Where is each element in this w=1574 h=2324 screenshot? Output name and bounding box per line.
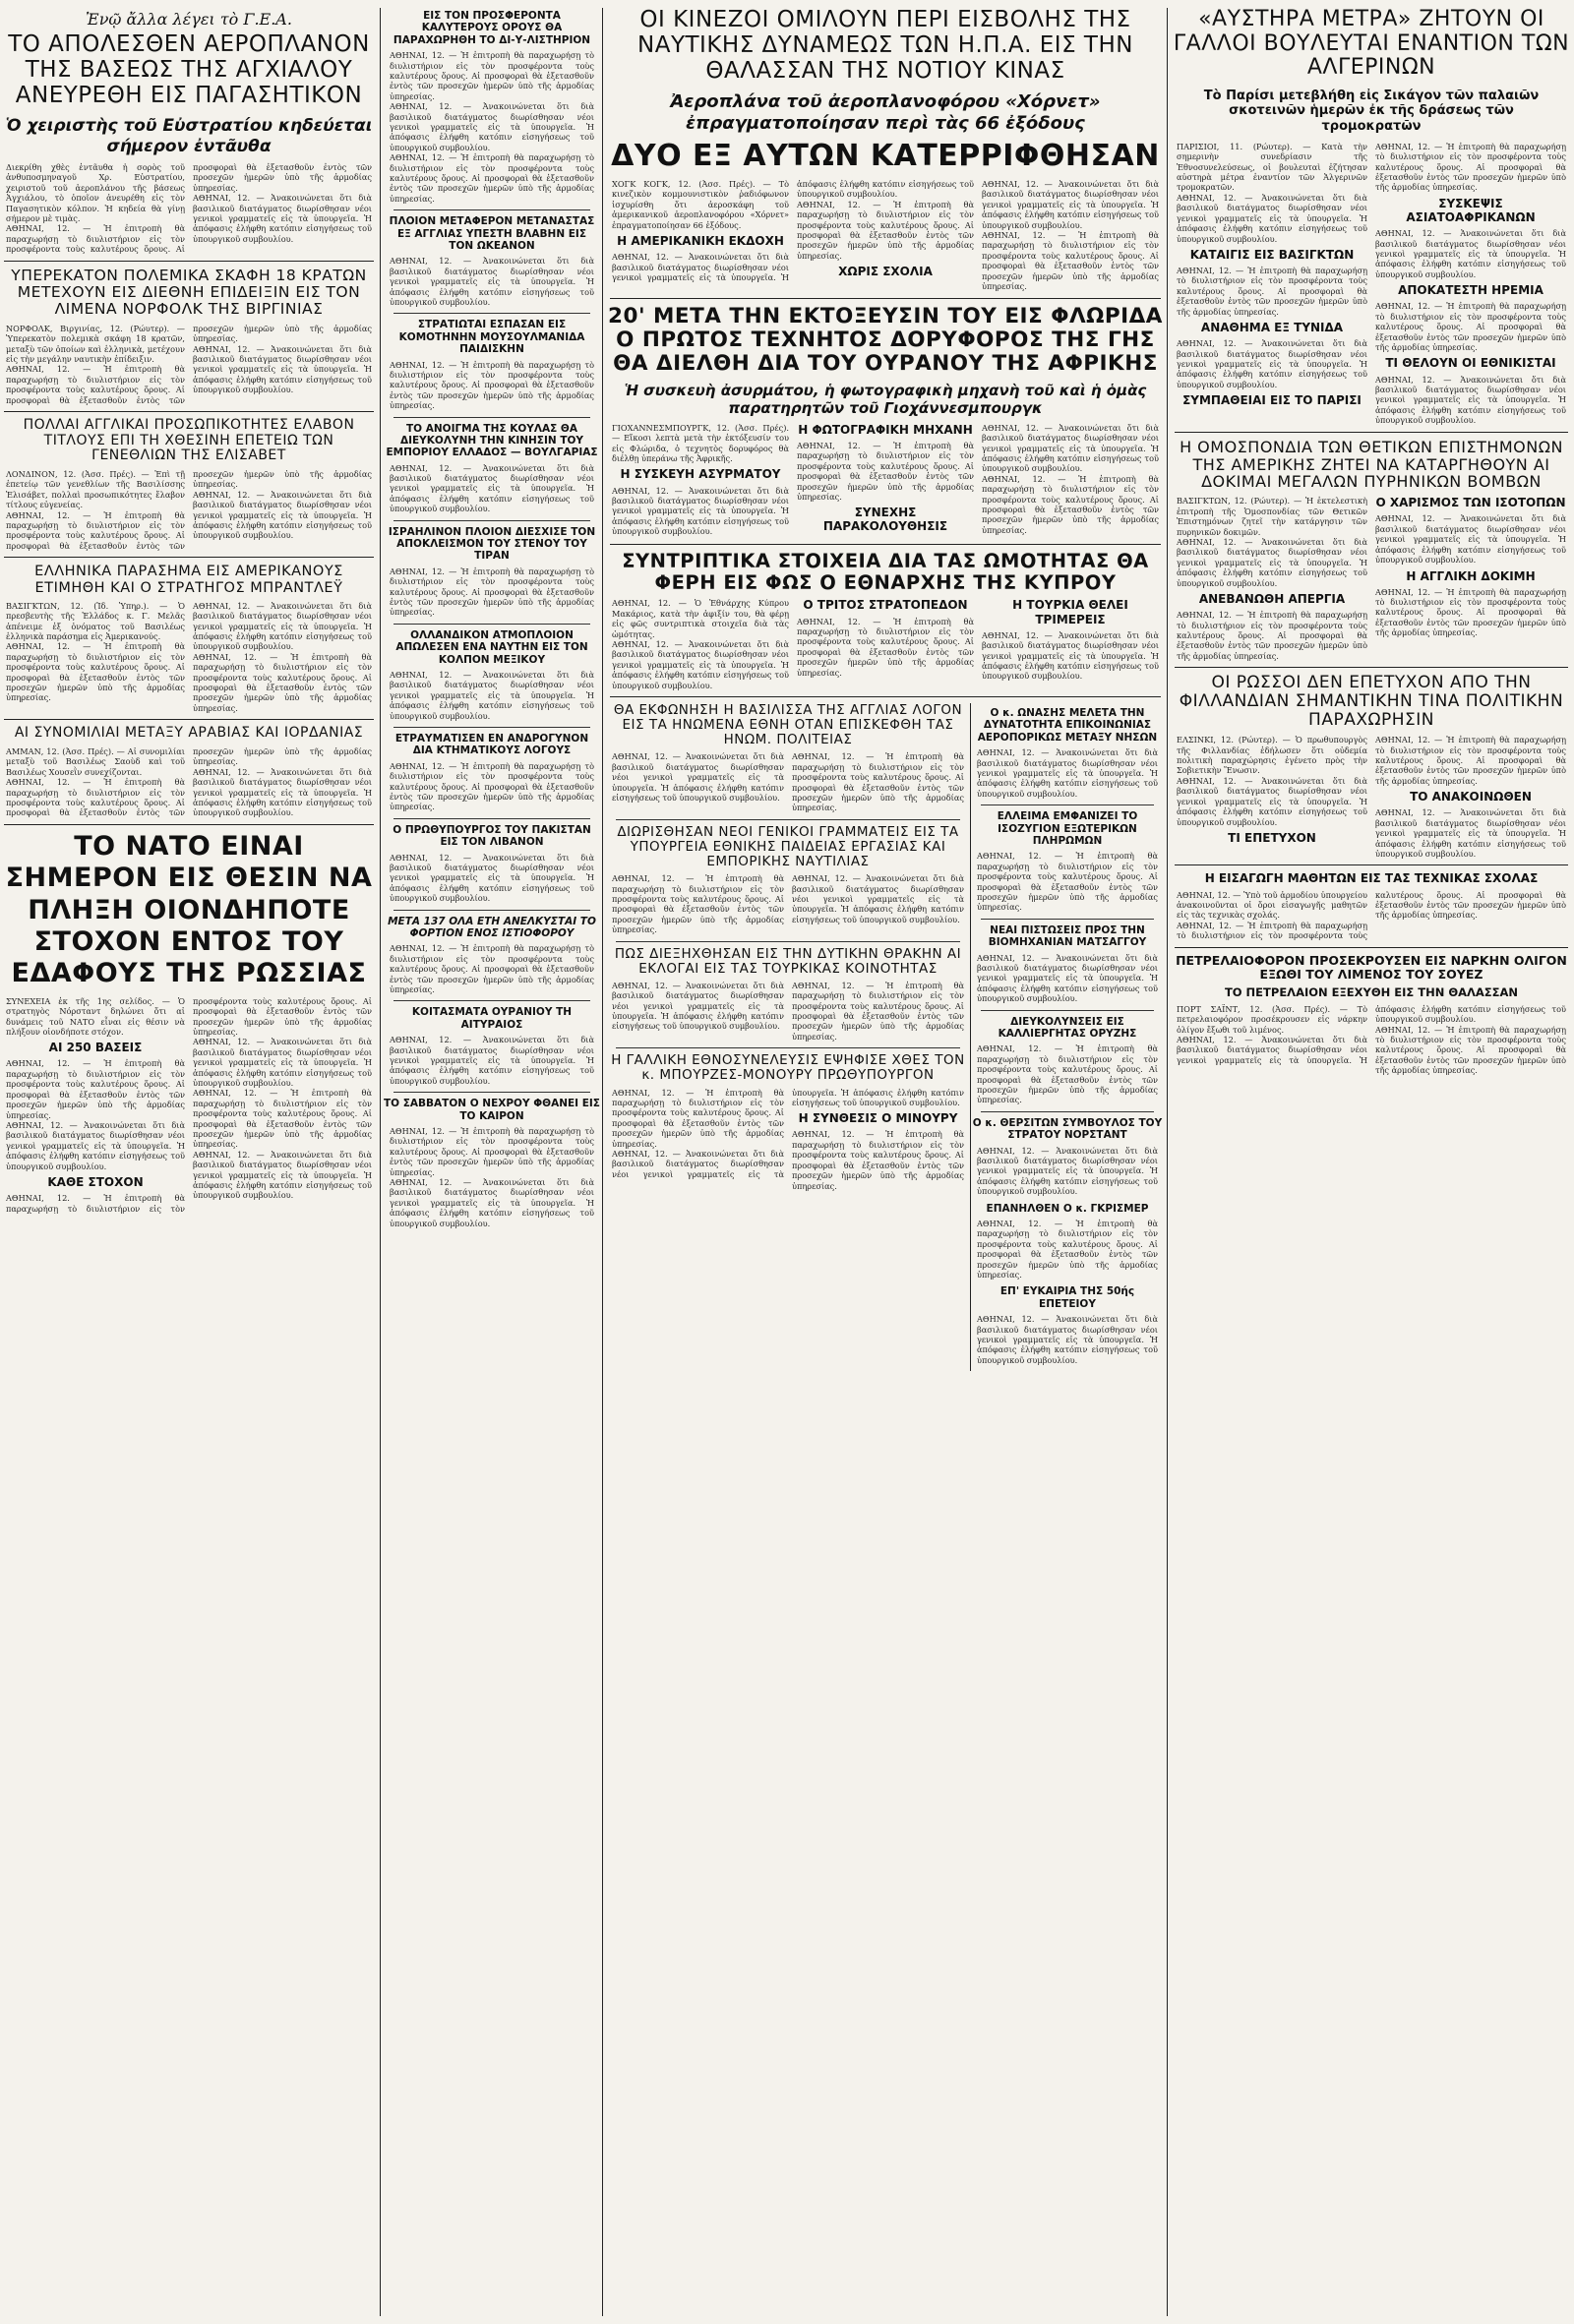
body-arabia: ΑΜΜΑΝ, 12. (Ἀσσ. Πρές). — Αἱ συνομιλίαι μεταξὺ τοῦ Βασιλέως Σαοὺδ καὶ τοῦ Βασιλέως Χουσεῒν συνεχίζονται. [6, 745, 185, 777]
divider [4, 719, 374, 720]
filler-text: ΑΘΗΝΑΙ, 12. — Ἡ ἐπιτροπὴ θὰ παραχωρήσῃ τὸ διυλιστήριον εἰς τὸν προσφέροντα τοὺς καλυτέρους ὅρους. Αἱ προσφοραὶ θὰ ἐξετασθοῦν ἐντὸς τῶν προσεχῶν ἡμερῶν ὑπὸ τῆς ἁρμοδίας ὑπηρεσίας. [612, 1087, 784, 1149]
filler-text: ΑΘΗΝΑΙ, 12. — Ἀνακοινώνεται ὅτι διὰ βασιλικοῦ διατάγματος διωρίσθησαν νέοι γενικοὶ γραμματεῖς εἰς τὰ ὑπουργεῖα. Ἡ ἀπόφασις ἐλήφθη κατόπιν εἰσηγήσεως τοῦ ὑπουργικοῦ συμβουλίου. [612, 1087, 964, 1179]
filler-text: ΑΘΗΝΑΙ, 12. — Ἀνακοινώνεται ὅτι διὰ βασιλικοῦ διατάγματος διωρίσθησαν νέοι γενικοὶ γραμματεῖς εἰς τὰ ὑπουργεῖα. Ἡ ἀπόφασις ἐλήφθη κατόπιν εἰσηγήσεως τοῦ ὑπουργικοῦ συμβουλίου. [612, 485, 789, 537]
headline-finland: ΟΙ ΡΩΣΣΟΙ ΔΕΝ ΕΠΕΤΥΧΟΝ ΑΠΟ ΤΗΝ ΦΙΛΛΑΝΔΙΑΝ ΣΗΜΑΝΤΙΚΗΝ ΤΙΝΑ ΠΟΛΙΤΙΚΗΝ ΠΑΡΑΧΩΡΗΣΙΝ [1179, 673, 1564, 731]
filler-text: ΑΘΗΝΑΙ, 12. — Ἀνακοινώνεται ὅτι διὰ βασιλικοῦ διατάγματος διωρίσθησαν νέοι γενικοὶ γραμματεῖς εἰς τὰ ὑπουργεῖα. Ἡ ἀπόφασις ἐλήφθη κατόπιν εἰσηγήσεως τοῦ ὑπουργικοῦ συμβουλίου. [1375, 228, 1566, 279]
body-satellite: ΓΙΟΧΑΝΝΕΣΜΠΟΥΡΓΚ, 12. (Ἀσσ. Πρές). — Εἴκοσι λεπτὰ μετὰ τὴν ἐκτόξευσίν του εἰς Φλώριδα, ὁ τεχνητὸς δορυφόρος θὰ διέλθῃ ὑπεράνω τῆς Ἀφρικῆς. [612, 422, 789, 463]
divider [394, 520, 590, 521]
subhead-strike: ΑΝΕΒΑΝΩΘΗ ΑΠΕΡΓΙΑ [1198, 591, 1346, 606]
filler-text: ΑΘΗΝΑΙ, 12. — Ἡ ἐπιτροπὴ θὰ παραχωρήσῃ τὸ διυλιστήριον εἰς τὸν προσφέροντα τοὺς καλυτέρους ὅρους. Αἱ προσφοραὶ θὰ ἐξετασθοῦν ἐντὸς τῶν προσεχῶν ἡμερῶν ὑπὸ τῆς ἁρμοδίας ὑπηρεσίας. [6, 995, 372, 1214]
filler-text: ΑΘΗΝΑΙ, 12. — Ἀνακοινώνεται ὅτι διὰ βασιλικοῦ διατάγματος διωρίσθησαν νέοι γενικοὶ γραμματεῖς εἰς τὰ ὑπουργεῖα. Ἡ ἀπόφασις ἐλήφθη κατόπιν εἰσηγήσεως τοῦ ὑπουργικοῦ συμβουλίου. [982, 179, 1159, 230]
filler-text: ΑΘΗΝΑΙ, 12. — Ἀνακοινώνεται ὅτι διὰ βασιλικοῦ διατάγματος διωρίσθησαν νέοι γενικοὶ γραμματεῖς εἰς τὰ ὑπουργεῖα. Ἡ ἀπόφασις ἐλήφθη κατόπιν εἰσηγήσεως τοῦ ὑπουργικοῦ συμβουλίου. [977, 747, 1158, 799]
headline-secretaries: ΔΙΩΡΙΣΘΗΣΑΝ ΝΕΟΙ ΓΕΝΙΚΟΙ ΓΡΑΜΜΑΤΕΙΣ ΕΙΣ ΤΑ ΥΠΟΥΡΓΕΙΑ ΕΘΝΙΚΗΣ ΠΑΙΔΕΙΑΣ ΕΡΓΑΣΙΑΣ ΚΑΙ ΕΜΠΟΡΙΚΗΣ ΝΑΥΤΙΛΙΑΣ [617, 823, 959, 870]
divider [4, 824, 374, 825]
filler-text: ΑΘΗΝΑΙ, 12. — Ἡ ἐπιτροπὴ θὰ παραχωρήσῃ τὸ διυλιστήριον εἰς τὸν προσφέροντα τοὺς καλυτέρους ὅρους. Αἱ προσφοραὶ θὰ ἐξετασθοῦν ἐντὸς τῶν προσεχῶν ἡμερῶν ὑπὸ τῆς ἁρμοδίας ὑπηρεσίας. [1177, 266, 1367, 317]
filler-text: ΑΘΗΝΑΙ, 12. — Ἡ ἐπιτροπὴ θὰ παραχωρήσῃ τὸ διυλιστήριον εἰς τὸν προσφέροντα τοὺς καλυτέρους ὅρους. Αἱ προσφοραὶ θὰ ἐξετασθοῦν ἐντὸς τῶν προσεχῶν ἡμερῶν ὑπὸ τῆς ἁρμοδίας ὑπηρεσίας. [1375, 141, 1566, 193]
filler-text: ΑΘΗΝΑΙ, 12. — Ἡ ἐπιτροπὴ θὰ παραχωρήσῃ τὸ διυλιστήριον εἰς τὸν προσφέροντα τοὺς καλυτέρους ὅρους. Αἱ προσφοραὶ θὰ ἐξετασθοῦν ἐντὸς τῶν προσεχῶν ἡμερῶν ὑπὸ τῆς ἁρμοδίας ὑπηρεσίας. [390, 1125, 594, 1177]
filler-text: ΑΘΗΝΑΙ, 12. — Ἀνακοινώνεται ὅτι διὰ βασιλικοῦ διατάγματος διωρίσθησαν νέοι γενικοὶ γραμματεῖς εἰς τὰ ὑπουργεῖα. Ἡ ἀπόφασις ἐλήφθη κατόπιν εἰσηγήσεως τοῦ ὑπουργικοῦ συμβουλίου. [390, 852, 594, 904]
column-rule [1167, 8, 1168, 2316]
filler-text: ΑΘΗΝΑΙ, 12. — Ἡ ἐπιτροπὴ θὰ παραχωρήσῃ τὸ διυλιστήριον εἰς τὸν προσφέροντα τοὺς καλυτέρους ὅρους. Αἱ προσφοραὶ θὰ ἐξετασθοῦν ἐντὸς τῶν προσεχῶν ἡμερῶν ὑπὸ τῆς ἁρμοδίας ὑπηρεσίας. [977, 1043, 1158, 1105]
filler-text: ΑΘΗΝΑΙ, 12. — Ἀνακοινώνεται ὅτι διὰ βασιλικοῦ διατάγματος διωρίσθησαν νέοι γενικοὶ γραμματεῖς εἰς τὰ ὑπουργεῖα. Ἡ ἀπόφασις ἐλήφθη κατόπιν εἰσηγήσεως τοῦ ὑπουργικοῦ συμβουλίου. [1177, 192, 1367, 244]
filler-text: ΑΘΗΝΑΙ, 12. — Ἀνακοινώνεται ὅτι διὰ βασιλικοῦ διατάγματος διωρίσθησαν νέοι γενικοὶ γραμματεῖς εἰς τὰ ὑπουργεῖα. Ἡ ἀπόφασις ἐλήφθη κατόπιν εἰσηγήσεως τοῦ ὑπουργικοῦ συμβουλίου. [390, 1035, 594, 1086]
subhead-english-test: Η ΑΓΓΛΙΚΗ ΔΟΚΙΜΗ [1406, 568, 1536, 583]
headline-medals: ΕΛΛΗΝΙΚΑ ΠΑΡΑΣΗΜΑ ΕΙΣ ΑΜΕΡΙΚΑΝΟΥΣ ΕΤΙΜΗΘΗ ΚΑΙ Ο ΣΤΡΑΤΗΓΟΣ ΜΠΡΑΝΤΛΕΫ [34, 564, 343, 596]
filler-text: ΑΘΗΝΑΙ, 12. — Ἀνακοινώνεται ὅτι διὰ βασιλικοῦ διατάγματος διωρίσθησαν νέοι γενικοὶ γραμματεῖς εἰς τὰ ὑπουργεῖα. Ἡ ἀπόφασις ἐλήφθη κατόπιν εἰσηγήσεως τοῦ ὑπουργικοῦ συμβουλίου. [6, 1119, 185, 1171]
subhead-calm: ΑΠΟΚΑΤΕΣΤΗ ΗΡΕΜΙΑ [1398, 283, 1544, 298]
column-center [606, 0, 1165, 2324]
body-norfolk: ΝΟΡΦΟΛΚ, Βιργινίας, 12. (Ρώυτερ). — Ὑπερεκατὸν πολεμικὰ σκάφη 18 κρατῶν, μεταξὺ τῶν ὁποίων καὶ ἑλληνικὰ, μετέχουν εἰς τὴν μεγάλην ναυτικὴν ἐπίδειξιν. [6, 323, 185, 364]
headline-koulas: ΤΟ ΑΝΟΙΓΜΑ ΤΗΣ ΚΟΥΛΑΣ ΘΑ ΔΙΕΥΚΟΛΥΝΗ ΤΗΝ ΚΙΝΗΣΙΝ ΤΟΥ ΕΜΠΟΡΙΟΥ ΕΛΛΑΔΟΣ — ΒΟΥΛΓΑΡΙΑΣ [386, 422, 598, 459]
headline-scientists: Η ΟΜΟΣΠΟΝΔΙΑ ΤΩΝ ΘΕΤΙΚΩΝ ΕΠΙΣΤΗΜΟΝΩΝ ΤΗΣ ΑΜΕΡΙΚΗΣ ΖΗΤΕΙ ΝΑ ΚΑΤΑΡΓΗΘΟΥΝ ΑΙ ΔΟΚΙΜΑΙ ΜΕΓΑΛΩΝ ΠΥΡΗΝΙΚΩΝ ΒΟΜΒΩΝ [1180, 437, 1563, 492]
filler-text: ΑΘΗΝΑΙ, 12. — Ἡ ἐπιτροπὴ θὰ παραχωρήσῃ τὸ διυλιστήριον εἰς τὸν προσφέροντα τοὺς καλυτέρους ὅρους. Αἱ προσφοραὶ θὰ ἐξετασθοῦν ἐντὸς τῶν προσεχῶν ἡμερῶν ὑπὸ τῆς ἁρμοδίας ὑπηρεσίας. [390, 50, 594, 101]
body-tanker: ΠΟΡΤ ΣΑΪΝΤ, 12. (Ἀσσ. Πρές). — Τὸ πετρελαιοφόρον προσέκρουσεν εἰς νάρκην ὀλίγον ἔξωθι τοῦ λιμένος. [1177, 1003, 1367, 1035]
headline-anniversary: ΕΠ' ΕΥΚΑΙΡΙΑ ΤΗΣ 50ής ΕΠΕΤΕΙΟΥ [999, 1285, 1135, 1310]
headline-algerians: «ΑΥΣΤΗΡΑ ΜΕΤΡΑ» ΖΗΤΟΥΝ ΟΙ ΓΑΛΛΟΙ ΒΟΥΛΕΥΤΑΙ ΕΝΑΝΤΙΟΝ ΤΩΝ ΑΛΓΕΡΙΝΩΝ [1173, 7, 1570, 81]
divider [394, 417, 590, 418]
filler-text: ΑΘΗΝΑΙ, 12. — Ἀνακοινώνεται ὅτι διὰ βασιλικοῦ διατάγματος διωρίσθησαν νέοι γενικοὶ γραμματεῖς εἰς τὰ ὑπουργεῖα. Ἡ ἀπόφασις ἐλήφθη κατόπιν εἰσηγήσεως τοῦ ὑπουργικοῦ συμβουλίου. [982, 422, 1159, 474]
filler-text: ΑΘΗΝΑΙ, 12. — Ἡ ἐπιτροπὴ θὰ παραχωρήσῃ τὸ διυλιστήριον εἰς τὸν προσφέροντα τοὺς καλυτέρους ὅρους. Αἱ προσφοραὶ θὰ ἐξετασθοῦν ἐντὸς τῶν προσεχῶν ἡμερῶν ὑπὸ τῆς ἁρμοδίας ὑπηρεσίας. [390, 152, 594, 204]
center-lower-main [606, 703, 971, 1371]
headline-thersiton: Ο κ. ΘΕΡΣΙΤΩΝ ΣΥΜΒΟΥΛΟΣ ΤΟΥ ΣΤΡΑΤΟΥ ΝΟΡΣΤΑΝΤ [972, 1116, 1163, 1142]
headline-elizabeth: ΠΟΛΛΑΙ ΑΓΓΛΙΚΑΙ ΠΡΟΣΩΠΙΚΟΤΗΤΕΣ ΕΛΑΒΟΝ ΤΙΤΛΟΥΣ ΕΠΙ ΤΗ ΧΘΕΣΙΝΗ ΕΠΕΤΕΙΩ ΤΩΝ ΓΕΝΕΘΛΙΩΝ ΤΗΣ ΕΛΙΣΑΒΕΤ [23, 417, 355, 464]
filler-text: ΑΘΗΝΑΙ, 12. — Ἡ ἐπιτροπὴ θὰ παραχωρήσῃ τὸ διυλιστήριον εἰς τὸν προσφέροντα τοὺς καλυτέρους ὅρους. Αἱ προσφοραὶ θὰ ἐξετασθοῦν ἐντὸς τῶν προσεχῶν ἡμερῶν ὑπὸ τῆς ἁρμοδίας ὑπηρεσίας. [977, 851, 1158, 913]
headline-matsaggou: ΝΕΑΙ ΠΙΣΤΩΣΕΙΣ ΠΡΟΣ ΤΗΝ ΒΙΟΜΗΧΑΝΙΑΝ ΜΑΤΣΑΓΓΟΥ [988, 924, 1147, 949]
filler-text: ΑΘΗΝΑΙ, 12. — Ἡ ἐπιτροπὴ θὰ παραχωρήσῃ τὸ διυλιστήριον εἰς τὸν προσφέροντα τοὺς καλυτέρους ὅρους. Αἱ προσφοραὶ θὰ ἐξετασθοῦν ἐντὸς τῶν προσεχῶν ἡμερῶν ὑπὸ τῆς ἁρμοδίας ὑπηρεσίας. [6, 1058, 185, 1120]
subhead-composition: Η ΣΥΝΘΕΣΙΣ Ο ΜΙΝΟΥΡΥ [798, 1111, 958, 1126]
headline-uranium: ΚΟΙΤΑΣΜΑΤΑ ΟΥΡΑΝΙΟΥ ΤΗ ΑΙΤΥΡΑΙΟΣ [411, 1006, 573, 1031]
filler-text: ΑΘΗΝΑΙ, 12. — Ἀνακοινώνεται ὅτι διὰ βασιλικοῦ διατάγματος διωρίσθησαν νέοι γενικοὶ γραμματεῖς εἰς τὰ ὑπουργεῖα. Ἡ ἀπόφασις ἐλήφθη κατόπιν εἰσηγήσεως τοῦ ὑπουργικοῦ συμβουλίου. [390, 462, 594, 514]
divider [4, 411, 374, 412]
divider [981, 1111, 1154, 1112]
filler-text: ΑΘΗΝΑΙ, 12. — Ἀνακοινώνεται ὅτι διὰ βασιλικοῦ διατάγματος διωρίσθησαν νέοι γενικοὶ γραμματεῖς εἰς τὰ ὑπουργεῖα. Ἡ ἀπόφασις ἐλήφθη κατόπιν εἰσηγήσεως τοῦ ὑπουργικοῦ συμβουλίου. [193, 1037, 372, 1088]
subhead-communique: ΤΟ ΑΝΑΚΟΙΝΩΘΕΝ [1410, 790, 1532, 804]
filler-text: ΑΘΗΝΑΙ, 12. — Ἀνακοινώνεται ὅτι διὰ βασιλικοῦ διατάγματος διωρίσθησαν νέοι γενικοὶ γραμματεῖς εἰς τὰ ὑπουργεῖα. Ἡ ἀπόφασις ἐλήφθη κατόπιν εἰσηγήσεως τοῦ ὑπουργικοῦ συμβουλίου. [390, 101, 594, 152]
filler-text: ΑΘΗΝΑΙ, 12. — Ἡ ἐπιτροπὴ θὰ παραχωρήσῃ τὸ διυλιστήριον εἰς τὸν προσφέροντα τοὺς καλυτέρους ὅρους. Αἱ προσφοραὶ θὰ ἐξετασθοῦν ἐντὸς τῶν προσεχῶν ἡμερῶν ὑπὸ τῆς ἁρμοδίας ὑπηρεσίας. [1177, 889, 1566, 941]
subhead-afroasian: ΣΥΣΚΕΨΙΣ ΑΣΙΑΤΟΑΦΡΙΚΑΝΩΝ [1406, 196, 1536, 225]
divider [4, 261, 374, 262]
filler-text: ΑΘΗΝΑΙ, 12. — Ἀνακοινώνεται ὅτι διὰ βασιλικοῦ διατάγματος διωρίσθησαν νέοι γενικοὶ γραμματεῖς εἰς τὰ ὑπουργεῖα. Ἡ ἀπόφασις ἐλήφθη κατόπιν εἰσηγήσεως τοῦ ὑπουργικοῦ συμβουλίου. [193, 343, 372, 395]
subhead-turkey: Η ΤΟΥΡΚΙΑ ΘΕΛΕΙ ΤΡΙΜΕΡΕΙΣ [1012, 598, 1128, 626]
divider [1175, 667, 1568, 668]
center-lower-side [971, 703, 1164, 1371]
filler-text: ΑΘΗΝΑΙ, 12. — Ἀνακοινώνεται ὅτι διὰ βασιλικοῦ διατάγματος διωρίσθησαν νέοι γενικοὶ γραμματεῖς εἰς τὰ ὑπουργεῖα. Ἡ ἀπόφασις ἐλήφθη κατόπιν εἰσηγήσεως τοῦ ὑπουργικοῦ συμβουλίου. [1375, 807, 1566, 860]
filler-text: ΑΘΗΝΑΙ, 12. — Ἡ ἐπιτροπὴ θὰ παραχωρήσῃ τὸ διυλιστήριον εἰς τὸν προσφέροντα τοὺς καλυτέρους ὅρους. Αἱ προσφοραὶ θὰ ἐξετασθοῦν ἐντὸς τῶν προσεχῶν ἡμερῶν ὑπὸ τῆς ἁρμοδίας ὑπηρεσίας. [6, 469, 372, 551]
divider [394, 1000, 590, 1001]
divider [616, 1047, 960, 1048]
divider [610, 544, 1161, 545]
divider [610, 696, 1161, 697]
filler-text: ΑΘΗΝΑΙ, 12. — Ἡ ἐπιτροπὴ θὰ παραχωρήσῃ τὸ διυλιστήριον εἰς τὸν προσφέροντα τοὺς καλυτέρους ὅρους. Αἱ προσφοραὶ θὰ ἐξετασθοῦν ἐντὸς τῶν προσεχῶν ἡμερῶν ὑπὸ τῆς ἁρμοδίας ὑπηρεσίας. [193, 1088, 372, 1150]
filler-text: ΑΘΗΝΑΙ, 12. — Ἀνακοινώνεται ὅτι διὰ βασιλικοῦ διατάγματος διωρίσθησαν νέοι γενικοὶ γραμματεῖς εἰς τὰ ὑπουργεῖα. Ἡ ἀπόφασις ἐλήφθη κατόπιν εἰσηγήσεως τοῦ ὑπουργικοῦ συμβουλίου. [612, 179, 974, 283]
body-technical-schools: ΑΘΗΝΑΙ, 12. — Ὑπὸ τοῦ ἁρμοδίου ὑπουργείου ἀνακοινοῦνται οἱ ὅροι εἰσαγωγῆς μαθητῶν εἰς τὰς τεχνικὰς σχολάς. [1177, 889, 1367, 921]
subhead-achieved: ΤΙ ΕΠΕΤΥΧΟΝ [1228, 830, 1316, 845]
kicker: Ἐνῷ ἄλλα λέγει τὸ Γ.Ε.Α. [86, 10, 292, 29]
body-cyprus: ΑΘΗΝΑΙ, 12. — Ὁ Ἐθνάρχης Κύπρου Μακάριος, κατὰ τὴν ἀφιξίν του, θὰ φέρῃ εἰς φῶς συντριπτικὰ στοιχεῖα διὰ τὰς ὠμότητας. [612, 598, 789, 639]
headline-queen: ΘΑ ΕΚΦΩΝΗΣΗ Η ΒΑΣΙΛΙΣΣΑ ΤΗΣ ΑΓΓΛΙΑΣ ΛΟΓΟΝ ΕΙΣ ΤΑ ΗΝΩΜΕΝΑ ΕΘΝΗ ΟΤΑΝ ΕΠΙΣΚΕΦΘΗ ΤΑΣ ΗΝΩΜ. ΠΟΛΙΤΕΙΑΣ [613, 702, 963, 748]
headline-dutch-ship: ΟΛΛΑΝΔΙΚΟΝ ΑΤΜΟΠΛΟΙΟΝ ΑΠΩΛΕΣΕΝ ΕΝΑ ΝΑΥΤΗΝ ΕΙΣ ΤΟΝ ΚΟΛΠΟΝ ΜΕΞΙΚΟΥ [395, 628, 588, 666]
headline-komotini: ΣΤΡΑΤΙΩΤΑΙ ΕΣΠΑΣΑΝ ΕΙΣ ΚΟΜΟΤΗΝΗΝ ΜΟΥΣΟΥΛΜΑΝΙΔΑ ΠΑΙΔΙΣΚΗΝ [398, 319, 585, 356]
deck-satellite: Ἡ συσκευὴ ἀσυρμάτου, ἡ φωτογραφικὴ μηχανὴ τοῦ καὶ ἡ ὁμὰς παρατηρητῶν τοῦ Γιοχάννεσμπουργκ [624, 381, 1147, 417]
filler-text: ΑΘΗΝΑΙ, 12. — Ἀνακοινώνεται ὅτι διὰ βασιλικοῦ διατάγματος διωρίσθησαν νέοι γενικοὶ γραμματεῖς εἰς τὰ ὑπουργεῖα. Ἡ ἀπόφασις ἐλήφθη κατόπιν εἰσηγήσεως τοῦ ὑπουργικοῦ συμβουλίου. [612, 751, 784, 804]
headline-israeli-ship: ΙΣΡΑΗΛΙΝΟΝ ΠΛΟΙΟΝ ΔΙΕΣΧΙΣΕ ΤΟΝ ΑΠΟΚΛΕΙΣΜΟΝ ΤΟΥ ΣΤΕΝΟΥ ΤΟΥ ΤΙΡΑΝ [388, 525, 596, 563]
filler-text: ΑΘΗΝΑΙ, 12. — Ἡ ἐπιτροπὴ θὰ παραχωρήσῃ τὸ διυλιστήριον εἰς τὸν προσφέροντα τοὺς καλυτέρους ὅρους. Αἱ προσφοραὶ θὰ ἐξετασθοῦν ἐντὸς τῶν προσεχῶν ἡμερῶν ὑπὸ τῆς ἁρμοδίας ὑπηρεσίας. [6, 162, 372, 255]
filler-text: ΑΘΗΝΑΙ, 12. — Ἀνακοινώνεται ὅτι διὰ βασιλικοῦ διατάγματος διωρίσθησαν νέοι γενικοὶ γραμματεῖς εἰς τὰ ὑπουργεῖα. Ἡ ἀπόφασις ἐλήφθη κατόπιν εἰσηγήσεως τοῦ ὑπουργικοῦ συμβουλίου. [612, 980, 784, 1032]
filler-text: ΑΘΗΝΑΙ, 12. — Ἡ ἐπιτροπὴ θὰ παραχωρήσῃ τὸ διυλιστήριον εἰς τὸν προσφέροντα τοὺς καλυτέρους ὅρους. Αἱ προσφοραὶ θὰ ἐξετασθοῦν ἐντὸς τῶν προσεχῶν ἡμερῶν ὑπὸ τῆς ἁρμοδίας ὑπηρεσίας. [6, 323, 372, 405]
subhead-storm: ΚΑΤΑΙΓΙΣ ΕΙΣ ΒΑΣΙΓΚΤΩΝ [1189, 247, 1355, 262]
body-nato: ΣΥΝΕΧΕΙΑ ἐκ τῆς 1ης σελίδος. — Ὁ στρατηγὸς Νόρσταντ δηλώνει ὅτι αἱ δυνάμεις τοῦ ΝΑΤΟ εἶναι εἰς θέσιν νὰ πλήξουν οἱονδήποτε στόχον. [6, 995, 185, 1037]
deck-paris: Τὸ Παρίσι μετεβλήθη εἰς Σικάγον τῶν παλαιῶν σκοτεινῶν ἡμερῶν ἐκ τῆς δράσεως τῶν τρομοκρατῶν [1203, 88, 1540, 134]
filler-text: ΑΘΗΝΑΙ, 12. — Ἡ ἐπιτροπὴ θὰ παραχωρήσῃ τὸ διυλιστήριον εἰς τὸν προσφέροντα τοὺς καλυτέρους ὅρους. Αἱ προσφοραὶ θὰ ἐξετασθοῦν ἐντὸς τῶν προσεχῶν ἡμερῶν ὑπὸ τῆς ἁρμοδίας ὑπηρεσίας. [390, 359, 594, 411]
headline-refinery: ΕΙΣ ΤΟΝ ΠΡΟΣΦΕΡΟΝΤΑ ΚΑΛΥΤΕΡΟΥΣ ΟΡΟΥΣ ΘΑ ΠΑΡΑΧΩΡΗΘΗ ΤΟ ΔΙ-Υ-ΛΙΣΤΗΡΙΟΝ [393, 10, 591, 46]
filler-text: ΑΘΗΝΑΙ, 12. — Ἀνακοινώνεται ὅτι διὰ βασιλικοῦ διατάγματος διωρίσθησαν νέοι γενικοὶ γραμματεῖς εἰς τὰ ὑπουργεῖα. Ἡ ἀπόφασις ἐλήφθη κατόπιν εἰσηγήσεως τοῦ ὑπουργικοῦ συμβουλίου. [390, 1176, 594, 1228]
filler-text: ΑΘΗΝΑΙ, 12. — Ἀνακοινώνεται ὅτι διὰ βασιλικοῦ διατάγματος διωρίσθησαν νέοι γενικοὶ γραμματεῖς εἰς τὰ ὑπουργεῖα. Ἡ ἀπόφασις ἐλήφθη κατόπιν εἰσηγήσεως τοῦ ὑπουργικοῦ συμβουλίου. [1177, 536, 1367, 588]
headline-pakistan: Ο ΠΡΩΘΥΠΟΥΡΓΟΣ ΤΟΥ ΠΑΚΙΣΤΑΝ ΕΙΣ ΤΟΝ ΛΙΒΑΝΟΝ [393, 823, 591, 849]
column-rule [602, 8, 603, 2316]
filler-text: ΑΘΗΝΑΙ, 12. — Ἡ ἐπιτροπὴ θὰ παραχωρήσῃ τὸ διυλιστήριον εἰς τὸν προσφέροντα τοὺς καλυτέρους ὅρους. Αἱ προσφοραὶ θὰ ἐξετασθοῦν ἐντὸς τῶν προσεχῶν ἡμερῶν ὑπὸ τῆς ἁρμοδίας ὑπηρεσίας. [1375, 586, 1566, 638]
filler-text: ΑΘΗΝΑΙ, 12. — Ἡ ἐπιτροπὴ θὰ παραχωρήσῃ τὸ διυλιστήριον εἰς τὸν προσφέροντα τοὺς καλυτέρους ὅρους. Αἱ προσφοραὶ θὰ ἐξετασθοῦν ἐντὸς τῶν προσεχῶν ἡμερῶν ὑπὸ τῆς ἁρμοδίας ὑπηρεσίας. [6, 641, 185, 703]
divider [394, 818, 590, 819]
center-lower [606, 703, 1165, 1371]
divider [981, 1010, 1154, 1011]
filler-text: ΑΘΗΝΑΙ, 12. — Ἡ ἐπιτροπὴ θὰ παραχωρήσῃ τὸ διυλιστήριον εἰς τὸν προσφέροντα τοὺς καλυτέρους ὅρους. Αἱ προσφοραὶ θὰ ἐξετασθοῦν ἐντὸς τῶν προσεχῶν ἡμερῶν ὑπὸ τῆς ἁρμοδίας ὑπηρεσίας. [390, 943, 594, 994]
divider [394, 727, 590, 728]
column-right [1171, 0, 1572, 2324]
subhead-tracking: ΣΥΝΕΧΗΣ ΠΑΡΑΚΟΛΟΥΘΗΣΙΣ [822, 506, 948, 534]
divider [1175, 947, 1568, 948]
column-second [384, 0, 600, 2324]
subhead-camera: Η ΦΩΤΟΓΡΑΦΙΚΗ ΜΗΧΑΝΗ [798, 422, 973, 437]
column-left [0, 0, 378, 2324]
filler-text: ΑΘΗΝΑΙ, 12. — Ἡ ἐπιτροπὴ θὰ παραχωρήσῃ τὸ διυλιστήριον εἰς τὸν προσφέροντα τοὺς καλυτέρους ὅρους. Αἱ προσφοραὶ θὰ ἐξετασθοῦν ἐντὸς τῶν προσεχῶν ἡμερῶν ὑπὸ τῆς ἁρμοδίας ὑπηρεσίας. [792, 980, 964, 1042]
divider [4, 557, 374, 558]
body-algerians: ΠΑΡΙΣΙΟΙ, 11. (Ρώυτερ). — Κατὰ τὴν σημερινὴν συνεδρίασιν τῆς Ἐθνοσυνελεύσεως, οἱ βουλευταὶ ἐζήτησαν αὐστηρὰ μέτρα ἐναντίον τῶν Ἀλγερινῶν τρομοκρατῶν. [1177, 141, 1367, 193]
filler-text: ΑΘΗΝΑΙ, 12. — Ἡ ἐπιτροπὴ θὰ παραχωρήσῃ τὸ διυλιστήριον εἰς τὸν προσφέροντα τοὺς καλυτέρους ὅρους. Αἱ προσφοραὶ θὰ ἐξετασθοῦν ἐντὸς τῶν προσεχῶν ἡμερῶν ὑπὸ τῆς ἁρμοδίας ὑπηρεσίας. [390, 566, 594, 618]
filler-text: ΑΘΗΝΑΙ, 12. — Ἡ ἐπιτροπὴ θὰ παραχωρήσῃ τὸ διυλιστήριον εἰς τὸν προσφέροντα τοὺς καλυτέρους ὅρους. Αἱ προσφοραὶ θὰ ἐξετασθοῦν ἐντὸς τῶν προσεχῶν ἡμερῶν ὑπὸ τῆς ἁρμοδίας ὑπηρεσίας. [1375, 1024, 1566, 1076]
filler-text: ΑΘΗΝΑΙ, 12. — Ἀνακοινώνεται ὅτι διὰ βασιλικοῦ διατάγματος διωρίσθησαν νέοι γενικοὶ γραμματεῖς εἰς τὰ ὑπουργεῖα. Ἡ ἀπόφασις ἐλήφθη κατόπιν εἰσηγήσεως τοῦ ὑπουργικοῦ συμβουλίου. [1177, 775, 1367, 827]
deck-airplane: Ὁ χειριστὴς τοῦ Εὐστρατίου κηδεύεται σήμερον ἐντᾶυθα [5, 116, 373, 156]
filler-text: ΑΘΗΝΑΙ, 12. — Ἡ ἐπιτροπὴ θὰ παραχωρήσῃ τὸ διυλιστήριον εἰς τὸν προσφέροντα τοὺς καλυτέρους ὅρους. Αἱ προσφοραὶ θὰ ἐξετασθοῦν ἐντὸς τῶν προσεχῶν ἡμερῶν ὑπὸ τῆς ἁρμοδίας ὑπηρεσίας. [982, 230, 1159, 292]
headline-french-pm: Η ΓΑΛΛΙΚΗ ΕΘΝΟΣΥΝΕΛΕΥΣΙΣ ΕΨΗΦΙΣΕ ΧΘΕΣ ΤΟΝ κ. ΜΠΟΥΡΖΕΣ-ΜΟΝΟΥΡΥ ΠΡΩΘΥΠΟΥΡΓΟΝ [611, 1052, 965, 1084]
headline-shot-down: ΔΥΟ ΕΞ ΑΥΤΩΝ ΚΑΤΕΡΡΙΦΘΗΣΑΝ [611, 139, 1160, 174]
subhead-nationalists: ΤΙ ΘΕΛΟΥΝ ΟΙ ΕΘΝΙΚΙΣΤΑΙ [1385, 356, 1556, 371]
filler-text: ΑΘΗΝΑΙ, 12. — Ἀνακοινώνεται ὅτι διὰ βασιλικοῦ διατάγματος διωρίσθησαν νέοι γενικοὶ γραμματεῖς εἰς τὰ ὑπουργεῖα. Ἡ ἀπόφασις ἐλήφθη κατόπιν εἰσηγήσεως τοῦ ὑπουργικοῦ συμβουλίου. [1375, 374, 1566, 426]
filler-text: ΑΘΗΝΑΙ, 12. — Ἀνακοινώνεται ὅτι διὰ βασιλικοῦ διατάγματος διωρίσθησαν νέοι γενικοὶ γραμματεῖς εἰς τὰ ὑπουργεῖα. Ἡ ἀπόφασις ἐλήφθη κατόπιν εἰσηγήσεως τοῦ ὑπουργικοῦ συμβουλίου. [977, 952, 1158, 1004]
filler-text: ΑΘΗΝΑΙ, 12. — Ἡ ἐπιτροπὴ θὰ παραχωρήσῃ τὸ διυλιστήριον εἰς τὸν προσφέροντα τοὺς καλυτέρους ὅρους. Αἱ προσφοραὶ θὰ ἐξετασθοῦν ἐντὸς τῶν προσεχῶν ἡμερῶν ὑπὸ τῆς ἁρμοδίας ὑπηρεσίας. [982, 473, 1159, 535]
filler-text: ΑΘΗΝΑΙ, 12. — Ἀνακοινώνεται ὅτι διὰ βασιλικοῦ διατάγματος διωρίσθησαν νέοι γενικοὶ γραμματεῖς εἰς τὰ ὑπουργεῖα. Ἡ ἀπόφασις ἐλήφθη κατόπιν εἰσηγήσεως τοῦ ὑπουργικοῦ συμβουλίου. [193, 489, 372, 541]
subhead-radio: Η ΣΥΣΚΕΥΗ ΑΣΥΡΜΑΤΟΥ [620, 467, 781, 482]
body-elizabeth: ΛΟΝΔΙΝΟΝ, 12. (Ἀσσ. Πρές). — Ἐπὶ τῇ ἐπετείῳ τῶν γενεθλίων τῆς Βασιλίσσης Ἐλισάβετ, πολλαὶ προσωπικότητες ἔλαβον τίτλους εὐγενείας. [6, 469, 185, 510]
headline-couple: ΕΤΡΑΥΜΑΤΙΣΕΝ ΕΝ ΑΝΔΡΟΓΥΝΟΝ ΔΙΑ ΚΤΗΜΑΤΙΚΟΥΣ ΛΟΓΟΥΣ [394, 733, 589, 757]
divider [616, 941, 960, 942]
headline-emigrant-ship: ΠΛΟΙΟΝ ΜΕΤΑΦΕΡΟΝ ΜΕΤΑΝΑΣΤΑΣ ΕΞ ΑΓΓΛΙΑΣ ΥΠΕΣΤΗ ΒΛΑΒΗΝ ΕΙΣ ΤΟΝ ΩΚΕΑΝΟΝ [389, 215, 595, 252]
headline-norfolk: ΥΠΕΡΕΚΑΤΟΝ ΠΟΛΕΜΙΚΑ ΣΚΑΦΗ 18 ΚΡΑΤΩΝ ΜΕΤΕΧΟΥΝ ΕΙΣ ΔΙΕΘΝΗ ΕΠΙΔΕΙΞΙΝ ΕΙΣ ΤΟΝ ΛΙΜΕΝΑ ΝΟΡΦΟΛΚ ΤΗΣ ΒΙΡΓΙΝΙΑΣ [11, 266, 367, 319]
divider [981, 919, 1154, 920]
filler-text: ΑΘΗΝΑΙ, 12. — Ἀνακοινώνεται ὅτι διὰ βασιλικοῦ διατάγματος διωρίσθησαν νέοι γενικοὶ γραμματεῖς εἰς τὰ ὑπουργεῖα. Ἡ ἀπόφασις ἐλήφθη κατόπιν εἰσηγήσεως τοῦ ὑπουργικοῦ συμβουλίου. [612, 639, 789, 690]
filler-text: ΑΘΗΝΑΙ, 12. — Ἀνακοινώνεται ὅτι διὰ βασιλικοῦ διατάγματος διωρίσθησαν νέοι γενικοὶ γραμματεῖς εἰς τὰ ὑπουργεῖα. Ἡ ἀπόφασις ἐλήφθη κατόπιν εἰσηγήσεως τοῦ ὑπουργικοῦ συμβουλίου. [977, 1145, 1158, 1197]
filler-text: ΑΘΗΝΑΙ, 12. — Ἡ ἐπιτροπὴ θὰ παραχωρήσῃ τὸ διυλιστήριον εἰς τὸν προσφέροντα τοὺς καλυτέρους ὅρους. Αἱ προσφοραὶ θὰ ἐξετασθοῦν ἐντὸς τῶν προσεχῶν ἡμερῶν ὑπὸ τῆς ἁρμοδίας ὑπηρεσίας. [797, 616, 974, 678]
filler-text: ΑΘΗΝΑΙ, 12. — Ἡ ἐπιτροπὴ θὰ παραχωρήσῃ τὸ διυλιστήριον εἰς τὸν προσφέροντα τοὺς καλυτέρους ὅρους. Αἱ προσφοραὶ θὰ ἐξετασθοῦν ἐντὸς τῶν προσεχῶν ἡμερῶν ὑπὸ τῆς ἁρμοδίας ὑπηρεσίας. [792, 751, 964, 813]
filler-text: ΑΘΗΝΑΙ, 12. — Ἡ ἐπιτροπὴ θὰ παραχωρήσῃ τὸ διυλιστήριον εἰς τὸν προσφέροντα τοὺς καλυτέρους ὅρους. Αἱ προσφοραὶ θὰ ἐξετασθοῦν ἐντὸς τῶν προσεχῶν ἡμερῶν ὑπὸ τῆς ἁρμοδίας ὑπηρεσίας. [792, 1129, 964, 1191]
headline-cargo: ΜΕΤΑ 137 ΟΛΑ ΕΤΗ ΑΝΕΛΚΥΣΤΑΙ ΤΟ ΦΟΡΤΙΟΝ ΕΝΟΣ ΙΣΤΙΟΦΟΡΟΥ [388, 915, 596, 939]
filler-text: ΑΘΗΝΑΙ, 12. — Ἡ ἐπιτροπὴ θὰ παραχωρήσῃ τὸ διυλιστήριον εἰς τὸν προσφέροντα τοὺς καλυτέρους ὅρους. Αἱ προσφοραὶ θὰ ἐξετασθοῦν ἐντὸς τῶν προσεχῶν ἡμερῶν ὑπὸ τῆς ἁρμοδίας ὑπηρεσίας. [6, 745, 372, 818]
filler-text: ΑΘΗΝΑΙ, 12. — Ἀνακοινώνεται ὅτι διὰ βασιλικοῦ διατάγματος διωρίσθησαν νέοι γενικοὶ γραμματεῖς εἰς τὰ ὑπουργεῖα. Ἡ ἀπόφασις ἐλήφθη κατόπιν εἰσηγήσεως τοῦ ὑπουργικοῦ συμβουλίου. [977, 1314, 1158, 1365]
headline-nehru: ΤΟ ΣΑΒΒΑΤΟΝ Ο ΝΕΧΡΟΥ ΦΘΑΝΕΙ ΕΙΣ ΤΟ ΚΑΙΡΟΝ [384, 1098, 600, 1122]
column-rule [380, 8, 381, 2316]
divider [394, 624, 590, 625]
divider [394, 209, 590, 210]
filler-text: ΑΘΗΝΑΙ, 12. — Ἀνακοινώνεται ὅτι διὰ βασιλικοῦ διατάγματος διωρίσθησαν νέοι γενικοὶ γραμματεῖς εἰς τὰ ὑπουργεῖα. Ἡ ἀπόφασις ἐλήφθη κατόπιν εἰσηγήσεως τοῦ ὑπουργικοῦ συμβουλίου. [390, 256, 594, 307]
divider [394, 313, 590, 314]
filler-text: ΑΘΗΝΑΙ, 12. — Ἀνακοινώνεται ὅτι διὰ βασιλικοῦ διατάγματος διωρίσθησαν νέοι γενικοὶ γραμματεῖς εἰς τὰ ὑπουργεῖα. Ἡ ἀπόφασις ἐλήφθη κατόπιν εἰσηγήσεως τοῦ ὑπουργικοῦ συμβουλίου. [193, 1149, 372, 1201]
subhead-sympathy: ΣΥΜΠΑΘΕΙΑΙ ΕΙΣ ΤΟ ΠΑΡΙΣΙ [1182, 393, 1362, 408]
divider [394, 1092, 590, 1093]
headline-thrace: ΠΩΣ ΔΙΕΞΗΧΘΗΣΑΝ ΕΙΣ ΤΗΝ ΔΥΤΙΚΗΝ ΘΡΑΚΗΝ ΑΙ ΕΚΛΟΓΑΙ ΕΙΣ ΤΑΣ ΤΟΥΡΚΙΚΑΣ ΚΟΙΝΟΤΗΤΑΣ [614, 945, 962, 977]
deck-hornet: Ἀεροπλάνα τοῦ ἀεροπλανοφόρου «Χόρνετ» ἐπραγματοποίησαν περὶ τὰς 66 ἐξόδους [670, 91, 1101, 134]
filler-text: ΑΘΗΝΑΙ, 12. — Ἀνακοινώνεται ὅτι διὰ βασιλικοῦ διατάγματος διωρίσθησαν νέοι γενικοὶ γραμματεῖς εἰς τὰ ὑπουργεῖα. Ἡ ἀπόφασις ἐλήφθη κατόπιν εἰσηγήσεως τοῦ ὑπουργικοῦ συμβουλίου. [1177, 1003, 1566, 1065]
body-chinese: ΧΟΓΚ ΚΟΓΚ, 12. (Ἀσσ. Πρές). — Τὸ κινεζικὸν κομμουνιστικὸν ῥαδιόφωνον ἰσχυρίσθη ὅτι ἀεροσκάφη τοῦ ἀμερικανικοῦ ἀεροπλανοφόρου «Χόρνετ» ἐπραγματοποίησαν 66 ἐξόδους. [612, 179, 789, 230]
filler-text: ΑΘΗΝΑΙ, 12. — Ἀνακοινώνεται ὅτι διὰ βασιλικοῦ διατάγματος διωρίσθησαν νέοι γενικοὶ γραμματεῖς εἰς τὰ ὑπουργεῖα. Ἡ ἀπόφασις ἐλήφθη κατόπιν εἰσηγήσεως τοῦ ὑπουργικοῦ συμβουλίου. [193, 193, 372, 244]
filler-text: ΑΘΗΝΑΙ, 12. — Ἀνακοινώνεται ὅτι διὰ βασιλικοῦ διατάγματος διωρίσθησαν νέοι γενικοὶ γραμματεῖς εἰς τὰ ὑπουργεῖα. Ἡ ἀπόφασις ἐλήφθη κατόπιν εἰσηγήσεως τοῦ ὑπουργικοῦ συμβουλίου. [1177, 338, 1367, 389]
headline-nato: ΤΟ ΝΑΤΟ ΕΙΝΑΙ ΣΗΜΕΡΟΝ ΕΙΣ ΘΕΣΙΝ ΝΑ ΠΛΗΞΗ ΟΙΟΝΔΗΠΟΤΕ ΣΤΟΧΟΝ ΕΝΤΟΣ ΤΟΥ ΕΔΑΦΟΥΣ ΤΗΣ ΡΩΣΣΙΑΣ [5, 830, 373, 989]
filler-text: ΑΘΗΝΑΙ, 12. — Ἡ ἐπιτροπὴ θὰ παραχωρήσῃ τὸ διυλιστήριον εἰς τὸν προσφέροντα τοὺς καλυτέρους ὅρους. Αἱ προσφοραὶ θὰ ἐξετασθοῦν ἐντὸς τῶν προσεχῶν ἡμερῶν ὑπὸ τῆς ἁρμοδίας ὑπηρεσίας. [1177, 610, 1367, 661]
subhead-isotopes: Ο ΧΑΡΙΣΜΟΣ ΤΩΝ ΙΣΟΤΟΠΩΝ [1375, 496, 1566, 510]
filler-text: ΑΘΗΝΑΙ, 12. — Ἡ ἐπιτροπὴ θὰ παραχωρήσῃ τὸ διυλιστήριον εἰς τὸν προσφέροντα τοὺς καλυτέρους ὅρους. Αἱ προσφοραὶ θὰ ἐξετασθοῦν ἐντὸς τῶν προσεχῶν ἡμερῶν ὑπὸ τῆς ἁρμοδίας ὑπηρεσίας. [193, 651, 372, 713]
divider [610, 298, 1161, 299]
filler-text: ΑΘΗΝΑΙ, 12. — Ἀνακοινώνεται ὅτι διὰ βασιλικοῦ διατάγματος διωρίσθησαν νέοι γενικοὶ γραμματεῖς εἰς τὰ ὑπουργεῖα. Ἡ ἀπόφασις ἐλήφθη κατόπιν εἰσηγήσεως τοῦ ὑπουργικοῦ συμβουλίου. [792, 873, 964, 924]
body-finland: ΕΛΣΙΝΚΙ, 12. (Ρώυτερ). — Ὁ πρωθυπουργὸς τῆς Φιλλανδίας ἐδήλωσεν ὅτι οὐδεμία πολιτικὴ παραχώρησις ἐγένετο πρὸς τὴν Σοβιετικὴν Ἕνωσιν. [1177, 735, 1367, 776]
filler-text: ΑΘΗΝΑΙ, 12. — Ἡ ἐπιτροπὴ θὰ παραχωρήσῃ τὸ διυλιστήριον εἰς τὸν προσφέροντα τοὺς καλυτέρους ὅρους. Αἱ προσφοραὶ θὰ ἐξετασθοῦν ἐντὸς τῶν προσεχῶν ἡμερῶν ὑπὸ τῆς ἁρμοδίας ὑπηρεσίας. [390, 760, 594, 812]
headline-payments: ΕΛΛΕΙΜΑ ΕΜΦΑΝΙΖΕΙ ΤΟ ΙΣΟΖΥΓΙΟΝ ΕΞΩΤΕΡΙΚΩΝ ΠΛΗΡΩΜΩΝ [997, 810, 1138, 848]
filler-text: ΑΘΗΝΑΙ, 12. — Ἀνακοινώνεται ὅτι διὰ βασιλικοῦ διατάγματος διωρίσθησαν νέοι γενικοὶ γραμματεῖς εἰς τὰ ὑπουργεῖα. Ἡ ἀπόφασις ἐλήφθη κατόπιν εἰσηγήσεως τοῦ ὑπουργικοῦ συμβουλίου. [982, 629, 1159, 682]
subhead-american: Η ΑΜΕΡΙΚΑΝΙΚΗ ΕΚΔΟΧΗ [617, 234, 784, 249]
filler-text: ΑΘΗΝΑΙ, 12. — Ἡ ἐπιτροπὴ θὰ παραχωρήσῃ τὸ διυλιστήριον εἰς τὸν προσφέροντα τοὺς καλυτέρους ὅρους. Αἱ προσφοραὶ θὰ ἐξετασθοῦν ἐντὸς τῶν προσεχῶν ἡμερῶν ὑπὸ τῆς ἁρμοδίας ὑπηρεσίας. [612, 873, 784, 935]
subhead-tunis: ΑΝΑΘΗΜΑ ΕΞ ΤΥΝΙΔΑ [1200, 321, 1344, 335]
subhead-target: ΚΑΘΕ ΣΤΟΧΟΝ [47, 1174, 144, 1189]
filler-text: ΑΘΗΝΑΙ, 12. — Ἀνακοινώνεται ὅτι διὰ βασιλικοῦ διατάγματος διωρίσθησαν νέοι γενικοὶ γραμματεῖς εἰς τὰ ὑπουργεῖα. Ἡ ἀπόφασις ἐλήφθη κατόπιν εἰσηγήσεως τοῦ ὑπουργικοῦ συμβουλίου. [390, 669, 594, 721]
body-scientists: ΒΑΣΙΓΚΤΩΝ, 12. (Ρώυτερ). — Ἡ ἐκτελεστικὴ ἐπιτροπὴ τῆς Ὁμοσπονδίας τῶν Θετικῶν Ἐπιστημόνων ζητεῖ τὴν κατάργησιν τῶν πυρηνικῶν δοκιμῶν. [1177, 496, 1367, 537]
divider [1175, 864, 1568, 865]
filler-text: ΑΘΗΝΑΙ, 12. — Ἡ ἐπιτροπὴ θὰ παραχωρήσῃ τὸ διυλιστήριον εἰς τὸν προσφέροντα τοὺς καλυτέρους ὅρους. Αἱ προσφοραὶ θὰ ἐξετασθοῦν ἐντὸς τῶν προσεχῶν ἡμερῶν ὑπὸ τῆς ἁρμοδίας ὑπηρεσίας. [797, 440, 974, 502]
headline-technical-schools: Η ΕΙΣΑΓΩΓΗ ΜΑΘΗΤΩΝ ΕΙΣ ΤΑΣ ΤΕΧΝΙΚΑΣ ΣΧΟΛΑΣ [1204, 871, 1539, 886]
filler-text: ΑΘΗΝΑΙ, 12. — Ἡ ἐπιτροπὴ θὰ παραχωρήσῃ τὸ διυλιστήριον εἰς τὸν προσφέροντα τοὺς καλυτέρους ὅρους. Αἱ προσφοραὶ θὰ ἐξετασθοῦν ἐντὸς τῶν προσεχῶν ἡμερῶν ὑπὸ τῆς ἁρμοδίας ὑπηρεσίας. [1375, 735, 1566, 786]
filler-text: ΑΘΗΝΑΙ, 12. — Ἀνακοινώνεται ὅτι διὰ βασιλικοῦ διατάγματος διωρίσθησαν νέοι γενικοὶ γραμματεῖς εἰς τὰ ὑπουργεῖα. Ἡ ἀπόφασις ἐλήφθη κατόπιν εἰσηγήσεως τοῦ ὑπουργικοῦ συμβουλίου. [193, 766, 372, 818]
headline-airplane: ΤΟ ΑΠΟΛΕΣΘΕΝ ΑΕΡΟΠΛΑΝΟΝ ΤΗΣ ΒΑΣΕΩΣ ΤΗΣ ΑΓΧΙΑΛΟΥ ΑΝΕΥΡΕΘΗ ΕΙΣ ΠΑΓΑΣΗΤΙΚΟΝ [8, 31, 370, 108]
divider [616, 819, 960, 820]
subhead-no-comment: ΧΩΡΙΣ ΣΧΟΛΙΑ [838, 265, 933, 279]
headline-arabia: ΑΙ ΣΥΝΟΜΙΛΙΑΙ ΜΕΤΑΞΥ ΑΡΑΒΙΑΣ ΚΑΙ ΙΟΡΔΑΝΙΑΣ [14, 725, 364, 742]
subhead-bases: ΑΙ 250 ΒΑΣΕΙΣ [48, 1041, 143, 1055]
headline-rice: ΔΙΕΥΚΟΛΥΝΣΕΙΣ ΕΙΣ ΚΑΛΛΙΕΡΓΗΤΑΣ ΟΡΥΖΗΣ [998, 1015, 1137, 1040]
filler-text: ΑΘΗΝΑΙ, 12. — Ἀνακοινώνεται ὅτι διὰ βασιλικοῦ διατάγματος διωρίσθησαν νέοι γενικοὶ γραμματεῖς εἰς τὰ ὑπουργεῖα. Ἡ ἀπόφασις ἐλήφθη κατόπιν εἰσηγήσεως τοῦ ὑπουργικοῦ συμβουλίου. [1375, 513, 1566, 566]
divider [394, 910, 590, 911]
headline-satellite: 20' ΜΕΤΑ ΤΗΝ ΕΚΤΟΞΕΥΣΙΝ ΤΟΥ ΕΙΣ ΦΛΩΡΙΔΑ Ο ΠΡΩΤΟΣ ΤΕΧΝΗΤΟΣ ΔΟΡΥΦΟΡΟΣ ΤΗΣ ΓΗΣ ΘΑ ΔΙΕΛΘΗ ΔΙΑ ΤΟΥ ΟΥΡΑΝΟΥ ΤΗΣ ΑΦΡΙΚΗΣ [608, 303, 1163, 376]
deck-tanker: ΤΟ ΠΕΤΡΕΛΑΙΟΝ ΕΞΕΧΥΘΗ ΕΙΣ ΤΗΝ ΘΑΛΑΣΣΑΝ [1224, 985, 1519, 1000]
headline-grismer: ΕΠΑΝΗΛΘΕΝ Ο κ. ΓΚΡΙΣΜΕΡ [986, 1202, 1149, 1215]
filler-text: ΑΘΗΝΑΙ, 12. — Ἡ ἐπιτροπὴ θὰ παραχωρήσῃ τὸ διυλιστήριον εἰς τὸν προσφέροντα τοὺς καλυτέρους ὅρους. Αἱ προσφοραὶ θὰ ἐξετασθοῦν ἐντὸς τῶν προσεχῶν ἡμερῶν ὑπὸ τῆς ἁρμοδίας ὑπηρεσίας. [1375, 301, 1566, 353]
subhead-camp: Ο ΤΡΙΤΟΣ ΣΤΡΑΤΟΠΕΔΟΝ [803, 598, 968, 613]
body-medals: ΒΑΣΙΓΚΤΩΝ, 12. (Ἰδ. Ὑπηρ.). — Ὁ πρεσβευτὴς τῆς Ἑλλάδος κ. Γ. Μελᾶς ἀπένειμε ἐξ ὀνόματος τοῦ Βασιλέως ἑλληνικὰ παράσημα εἰς Ἀμερικανούς. [6, 600, 185, 641]
filler-text: ΑΘΗΝΑΙ, 12. — Ἡ ἐπιτροπὴ θὰ παραχωρήσῃ τὸ διυλιστήριον εἰς τὸν προσφέροντα τοὺς καλυτέρους ὅρους. Αἱ προσφοραὶ θὰ ἐξετασθοῦν ἐντὸς τῶν προσεχῶν ἡμερῶν ὑπὸ τῆς ἁρμοδίας ὑπηρεσίας. [977, 1218, 1158, 1280]
divider [981, 804, 1154, 805]
divider [1175, 432, 1568, 433]
headline-cyprus: ΣΥΝΤΡΙΠΤΙΚΑ ΣΤΟΙΧΕΙΑ ΔΙΑ ΤΑΣ ΩΜΟΤΗΤΑΣ ΘΑ ΦΕΡΗ ΕΙΣ ΦΩΣ Ο ΕΘΝΑΡΧΗΣ ΤΗΣ ΚΥΠΡΟΥ [622, 549, 1149, 594]
headline-tanker: ΠΕΤΡΕΛΑΙΟΦΟΡΟΝ ΠΡΟΣΕΚΡΟΥΣΕΝ ΕΙΣ ΝΑΡΚΗΝ ΟΛΙΓΟΝ ΕΞΩΘΙ ΤΟΥ ΛΙΜΕΝΟΣ ΤΟΥ ΣΟΥΕΖ [1176, 952, 1567, 983]
filler-text: ΑΘΗΝΑΙ, 12. — Ἡ ἐπιτροπὴ θὰ παραχωρήσῃ τὸ διυλιστήριον εἰς τὸν προσφέροντα τοὺς καλυτέρους ὅρους. Αἱ προσφοραὶ θὰ ἐξετασθοῦν ἐντὸς τῶν προσεχῶν ἡμερῶν ὑπὸ τῆς ἁρμοδίας ὑπηρεσίας. [797, 199, 974, 261]
filler-text: ΑΘΗΝΑΙ, 12. — Ἀνακοινώνεται ὅτι διὰ βασιλικοῦ διατάγματος διωρίσθησαν νέοι γενικοὶ γραμματεῖς εἰς τὰ ὑπουργεῖα. Ἡ ἀπόφασις ἐλήφθη κατόπιν εἰσηγήσεως τοῦ ὑπουργικοῦ συμβουλίου. [193, 600, 372, 652]
headline-onassis: Ο κ. ΩΝΑΣΗΣ ΜΕΛΕΤΑ ΤΗΝ ΔΥΝΑΤΟΤΗΤΑ ΕΠΙΚΟΙΝΩΝΙΑΣ ΑΕΡΟΠΟΡΙΚΩΣ ΜΕΤΑΞΥ ΝΗΣΩΝ [977, 707, 1158, 744]
body-airplane: Διεκρίθη χθὲς ἐντᾶυθα ἡ σορὸς τοῦ ἀνθυποσμηναγοῦ Χρ. Εὐστρατίου, χειριστοῦ τοῦ ἀεροπλάνου τῆς βάσεως Ἀγχιάλου, τὸ ὁποῖον ἀνευρέθη εἰς τὸν Παγασητικὸν κόλπον. Ἡ κηδεία θὰ γίνῃ σήμερον μὲ τιμὰς. [6, 162, 185, 224]
headline-chinese: ΟΙ ΚΙΝΕΖΟΙ ΟΜΙΛΟΥΝ ΠΕΡΙ ΕΙΣΒΟΛΗΣ ΤΗΣ ΝΑΥΤΙΚΗΣ ΔΥΝΑΜΕΩΣ ΤΩΝ Η.Π.Α. ΕΙΣ ΤΗΝ ΘΑΛΑΣΣΑΝ ΤΗΣ ΝΟΤΙΟΥ ΚΙΝΑΣ [637, 7, 1133, 84]
